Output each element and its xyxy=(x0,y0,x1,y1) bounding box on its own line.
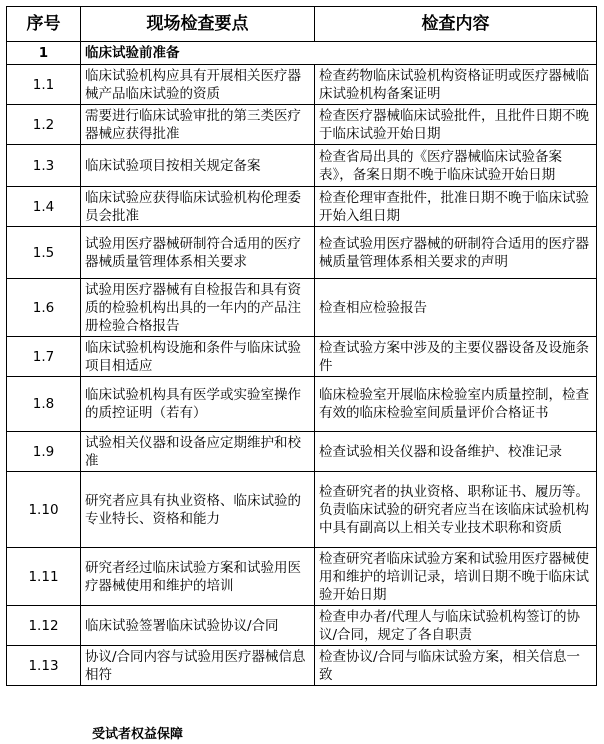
inspection-point: 临床试验项目按相关规定备案 xyxy=(81,145,315,187)
inspection-content: 检查相应检验报告 xyxy=(315,279,597,337)
inspection-content: 临床检验室开展临床检验室内质量控制，检查有效的临床检验室间质量评价合格证书 xyxy=(315,377,597,432)
row-number: 1.9 xyxy=(7,432,81,472)
row-number: 1.2 xyxy=(7,105,81,145)
table-row xyxy=(7,432,597,472)
inspection-point: 临床试验签署临床试验协议/合同 xyxy=(81,606,315,646)
inspection-point: 协议/合同内容与试验用医疗器械信息相符 xyxy=(81,646,315,686)
row-number: 1.8 xyxy=(7,377,81,432)
row-number: 1.13 xyxy=(7,646,81,686)
inspection-content: 检查试验方案中涉及的主要仪器设备及设施条件 xyxy=(315,337,597,377)
row-number: 1.12 xyxy=(7,606,81,646)
table-row xyxy=(7,145,597,187)
table-row xyxy=(7,65,597,105)
inspection-point: 研究者应具有执业资格、临床试验的专业特长、资格和能力 xyxy=(81,472,315,548)
table-row xyxy=(7,472,597,548)
inspection-point: 试验用医疗器械有自检报告和具有资质的检验机构出具的一年内的产品注册检验合格报告 xyxy=(81,279,315,337)
inspection-content: 检查申办者/代理人与临床试验机构签订的协议/合同，规定了各自职责 xyxy=(315,606,597,646)
row-number: 1.6 xyxy=(7,279,81,337)
inspection-point: 临床试验机构设施和条件与临床试验项目相适应 xyxy=(81,337,315,377)
inspection-point: 临床试验应获得临床试验机构伦理委员会批准 xyxy=(81,187,315,227)
header-row xyxy=(7,7,597,42)
inspection-content: 检查研究者临床试验方案和试验用医疗器械使用和维护的培训记录，培训日期不晚于临床试验开始日期 xyxy=(315,548,597,606)
table-row xyxy=(7,227,597,279)
inspection-content: 检查试验相关仪器和设备维护、校准记录 xyxy=(315,432,597,472)
inspection-content: 检查伦理审查批件，批准日期不晚于临床试验开始入组日期 xyxy=(315,187,597,227)
section-number: 1 xyxy=(7,42,81,65)
row-number: 1.7 xyxy=(7,337,81,377)
header-cell: 序号 xyxy=(7,7,81,42)
inspection-point: 试验用医疗器械研制符合适用的医疗器械质量管理体系相关要求 xyxy=(81,227,315,279)
header-cell: 现场检查要点 xyxy=(81,7,315,42)
table-row xyxy=(7,105,597,145)
table-row xyxy=(7,646,597,686)
table-row xyxy=(7,187,597,227)
inspection-content: 检查医疗器械临床试验批件，且批件日期不晚于临床试验开始日期 xyxy=(315,105,597,145)
table-row xyxy=(7,337,597,377)
inspection-point: 临床试验机构应具有开展相关医疗器械产品临床试验的资质 xyxy=(81,65,315,105)
row-number: 1.3 xyxy=(7,145,81,187)
table-row xyxy=(7,377,597,432)
inspection-content: 检查省局出具的《医疗器械临床试验备案表》，备案日期不晚于临床试验开始日期 xyxy=(315,145,597,187)
row-number: 1.11 xyxy=(7,548,81,606)
inspection-point: 临床试验机构具有医学或实验室操作的质控证明（若有） xyxy=(81,377,315,432)
next-section-partial: 受试者权益保障 xyxy=(92,727,184,742)
row-number: 1.10 xyxy=(7,472,81,548)
section-title: 临床试验前准备 xyxy=(81,42,597,65)
inspection-content: 检查研究者的执业资格、职称证书、履历等。负责临床试验的研究者应当在该临床试验机构中具有副高以上相关专业技术职称和资质 xyxy=(315,472,597,548)
inspection-point: 需要进行临床试验审批的第三类医疗器械应获得批准 xyxy=(81,105,315,145)
inspection-point: 研究者经过临床试验方案和试验用医疗器械使用和维护的培训 xyxy=(81,548,315,606)
table-row xyxy=(7,606,597,646)
inspection-content: 检查药物临床试验机构资格证明或医疗器械临床试验机构备案证明 xyxy=(315,65,597,105)
inspection-table xyxy=(6,6,597,686)
row-number: 1.5 xyxy=(7,227,81,279)
section-row xyxy=(7,42,597,65)
table-row xyxy=(7,279,597,337)
inspection-point: 试验相关仪器和设备应定期维护和校准 xyxy=(81,432,315,472)
row-number: 1.4 xyxy=(7,187,81,227)
row-number: 1.1 xyxy=(7,65,81,105)
header-cell: 检查内容 xyxy=(315,7,597,42)
inspection-content: 检查协议/合同与临床试验方案，相关信息一致 xyxy=(315,646,597,686)
table-row xyxy=(7,548,597,606)
inspection-content: 检查试验用医疗器械的研制符合适用的医疗器械质量管理体系相关要求的声明 xyxy=(315,227,597,279)
